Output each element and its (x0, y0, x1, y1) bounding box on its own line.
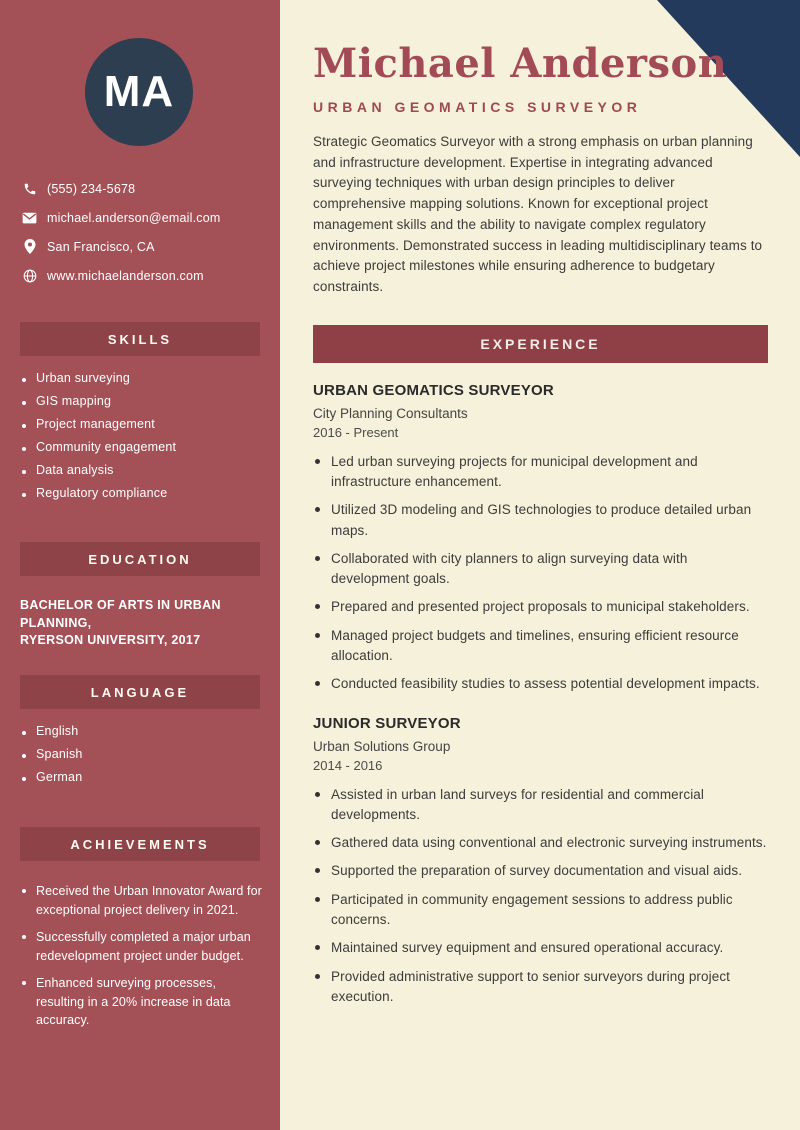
job-bullet-text: Led urban surveying projects for municipal development and infrastructure enhancement. (331, 453, 698, 489)
experience-jobs (313, 382, 768, 1008)
job-bullet-text: Assisted in urban land surveys for residential and commercial developments. (331, 786, 705, 822)
bullet-dot (22, 424, 26, 428)
summary-paragraph: Strategic Geomatics Surveyor with a strong emphasis on urban planning and infrastructure development. Expertise in integrating advanced surveying techniques with urban design principles to deliver comprehensive mapping solutions. Known for exceptional project management skills and the ability to navigate complex regulatory environments. Demonstrated success in leading multidisciplinary teams to achieve project milestones while ensuring adherence to budgetary constraints. (313, 134, 763, 294)
job-bullet (313, 452, 768, 493)
job-bullet-text: Gathered data using conventional and electronic surveying instruments. (331, 835, 767, 851)
skill-label: Regulatory compliance (36, 486, 168, 500)
bullet-dot (315, 459, 320, 464)
bullet-dot (22, 731, 26, 735)
bullet-dot (22, 378, 26, 382)
job-bullet (313, 597, 768, 617)
achievements-title: ACHIEVEMENTS (20, 827, 260, 861)
bullet-dot (315, 868, 320, 873)
avatar-initials: MA (103, 67, 175, 116)
sidebar (0, 0, 280, 1130)
skills-title: SKILLS (20, 322, 260, 356)
achievement-item (22, 882, 264, 919)
education-title: EDUCATION (20, 542, 260, 576)
education-text (20, 597, 262, 650)
bullet-dot (315, 974, 320, 979)
education-line: RYERSON UNIVERSITY, 2017 (20, 633, 201, 647)
bullet-dot (315, 897, 320, 902)
bullet-dot (315, 792, 320, 797)
bullet-dot (315, 681, 320, 686)
language-label: English (36, 724, 79, 738)
job-dates: 2014 - 2016 (313, 757, 383, 773)
bullet-dot (22, 754, 26, 758)
contact-email-text: michael.anderson@email.com (47, 210, 221, 225)
job-bullet (313, 549, 768, 590)
language-section-header (0, 675, 280, 709)
job-bullet-list (313, 452, 768, 695)
person-job-title: URBAN GEOMATICS SURVEYOR (313, 99, 642, 115)
achievement-text: Received the Urban Innovator Award for exceptional project delivery in 2021. (36, 884, 262, 917)
bullet-dot (315, 945, 320, 950)
job-bullet-text: Utilized 3D modeling and GIS technologies to produce detailed urban maps. (331, 502, 752, 538)
job-bullet-text: Maintained survey equipment and ensured operational accuracy. (331, 940, 724, 956)
achievement-text: Enhanced surveying processes, resulting in a 20% increase in data accuracy. (36, 976, 231, 1027)
language-list (22, 725, 264, 794)
job-bullet (313, 785, 768, 826)
skill-item (22, 395, 264, 409)
language-item (22, 725, 264, 739)
bullet-dot (22, 935, 26, 939)
bullet-dot (22, 777, 26, 781)
contact-phone-text: (555) 234-5678 (47, 181, 136, 196)
job-role: URBAN GEOMATICS SURVEYOR (313, 381, 554, 399)
bullet-dot (22, 981, 26, 985)
education-line: BACHELOR OF ARTS IN URBAN PLANNING, (20, 598, 221, 630)
skill-item (22, 418, 264, 432)
education-section-header (0, 542, 280, 576)
job-bullet-text: Supported the preparation of survey documentation and visual aids. (331, 863, 743, 879)
job-bullet (313, 938, 768, 958)
location-icon (22, 239, 37, 254)
skill-label: GIS mapping (36, 394, 112, 408)
job-dates: 2016 - Present (313, 424, 399, 440)
job-bullet (313, 861, 768, 881)
phone-icon (22, 181, 37, 196)
skill-label: Urban surveying (36, 371, 131, 385)
language-item (22, 748, 264, 762)
achievements-section-header (0, 827, 280, 861)
globe-icon (22, 268, 37, 283)
achievement-item (22, 928, 264, 965)
bullet-dot (22, 493, 26, 497)
language-item (22, 771, 264, 785)
skills-section-header (0, 322, 280, 356)
bullet-dot (22, 401, 26, 405)
contact-section (22, 174, 264, 290)
job-bullet-text: Prepared and presented project proposals to municipal stakeholders. (331, 599, 750, 615)
skill-label: Community engagement (36, 440, 177, 454)
contact-phone (22, 174, 264, 203)
experience-section-header: EXPERIENCE (313, 325, 768, 363)
bullet-dot (315, 840, 320, 845)
bullet-dot (22, 447, 26, 451)
job-bullet-list (313, 785, 768, 1008)
contact-website-text: www.michaelanderson.com (47, 268, 204, 283)
job-bullet (313, 967, 768, 1008)
person-name: Michael Anderson (313, 40, 728, 87)
skills-list (22, 372, 264, 510)
language-label: German (36, 770, 83, 784)
skill-item (22, 441, 264, 455)
language-title: LANGUAGE (20, 675, 260, 709)
job-bullet-text: Provided administrative support to senior surveyors during project execution. (331, 968, 731, 1004)
job-company: Urban Solutions Group (313, 738, 451, 754)
bullet-dot (22, 470, 26, 474)
bullet-dot (315, 507, 320, 512)
job-bullet-text: Managed project budgets and timelines, ensuring efficient resource allocation. (331, 627, 739, 663)
avatar (85, 38, 193, 146)
contact-website (22, 261, 264, 290)
job-bullet-text: Conducted feasibility studies to assess potential development impacts. (331, 676, 760, 692)
main-content (280, 0, 800, 1130)
email-icon (22, 210, 37, 225)
job-entry (313, 715, 768, 1008)
job-entry (313, 382, 768, 695)
bullet-dot (22, 889, 26, 893)
bullet-dot (315, 556, 320, 561)
skill-label: Project management (36, 417, 155, 431)
contact-email (22, 203, 264, 232)
job-company: City Planning Consultants (313, 405, 468, 421)
language-label: Spanish (36, 747, 83, 761)
contact-location-text: San Francisco, CA (47, 239, 155, 254)
job-bullet (313, 500, 768, 541)
achievement-text: Successfully completed a major urban redevelopment project under budget. (36, 930, 251, 963)
bullet-dot (315, 604, 320, 609)
skill-item (22, 487, 264, 501)
job-bullet-text: Participated in community engagement sessions to address public concerns. (331, 891, 733, 928)
job-bullet (313, 890, 768, 931)
skill-item (22, 372, 264, 386)
job-bullet (313, 833, 768, 853)
job-role: JUNIOR SURVEYOR (313, 714, 461, 732)
contact-location (22, 232, 264, 261)
bullet-dot (315, 633, 320, 638)
job-bullet (313, 674, 768, 694)
achievement-item (22, 974, 264, 1030)
skill-label: Data analysis (36, 463, 114, 477)
job-bullet (313, 626, 768, 667)
skill-item (22, 464, 264, 478)
achievements-list (22, 882, 264, 1039)
job-bullet-text: Collaborated with city planners to align surveying data with development goals. (331, 550, 688, 587)
